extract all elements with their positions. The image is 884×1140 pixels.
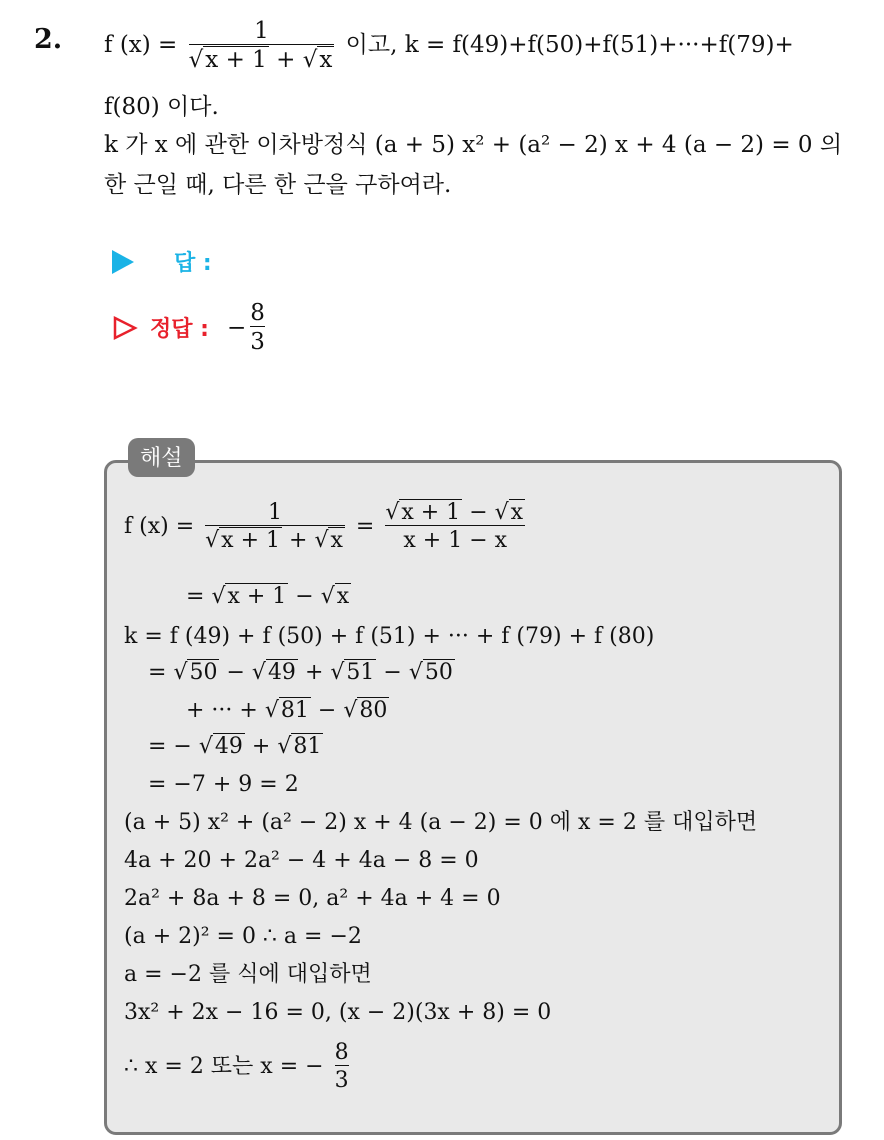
solution-box [104,460,842,1135]
correct-answer-label: 정답 : [150,317,209,343]
solution-fraction-1: $\frac{1}{√x + 1 + √x}$ [205,500,343,554]
problem-lhs: f (x) = [104,31,178,58]
sqrt: √80 [343,698,388,723]
answer-label: 답 : [174,251,212,276]
problem-frac-num: 1 [254,18,269,44]
sqrt: √50 [173,660,218,685]
sqrt: √x [314,528,343,554]
solution-line-14: ∴ x = 2 또는 x = − $\frac{8}{3}$ [124,1040,349,1094]
answer-row [112,246,212,277]
problem-line-1-rest: 이고, k = f(49)+f(50)+f(51)+···+f(79)+ [345,31,794,58]
solution-line-9: 4a + 20 + 2a² − 4 + 4a − 8 = 0 [124,848,479,873]
solution-fraction-2: $\frac{√x + 1 - √x}{x + 1 - x}$ [385,500,524,554]
solution-line-6: = − √49 + √81 [148,734,322,759]
sqrt: √x [494,500,524,525]
solution-line-2: = √x + 1 − √x [186,584,350,609]
sqrt: √49 [251,660,296,685]
sqrt: √x + 1 [211,584,287,609]
problem-frac-den: √x + 1 + √x [189,44,335,73]
solution-line-11: (a + 2)² = 0 ∴ a = −2 [124,924,362,949]
sqrt: √51 [330,660,375,685]
problem-number: 2. [34,24,63,55]
sqrt: √x [302,47,333,74]
problem-line-2: f(80) 이다. [104,94,219,120]
sqrt: √50 [408,660,453,685]
correct-answer-value: − $\frac{8}{3}$ [226,300,265,356]
sqrt: √x [320,584,350,609]
play-outline-icon [112,315,138,341]
solution-line-10: 2a² + 8a + 8 = 0, a² + 4a + 4 = 0 [124,886,501,911]
solution-line-13: 3x² + 2x − 16 = 0, (x − 2)(3x + 8) = 0 [124,1000,552,1025]
problem-fraction [189,18,335,74]
problem-line-1 [104,18,794,74]
problem-line-3: k 가 x 에 관한 이차방정식 (a + 5) x² + (a² − 2) x + 4 (a − 2) = 0 의 [104,132,843,158]
play-icon [112,250,134,274]
correct-answer-row [112,300,269,356]
sqrt: √81 [277,734,322,759]
sqrt: √x + 1 [385,500,461,525]
solution-line-12: a = −2 를 식에 대입하면 [124,962,372,987]
sqrt: √x + 1 [205,528,280,554]
problem-line-4: 한 근일 때, 다른 한 근을 구하여라. [104,172,452,198]
solution-line-1: f (x) = $\frac{1}{√x + 1 + √x}$ = $\frac{√x + 1 - √x}{x + 1 - x}$ [124,500,524,554]
correct-answer-fraction: $\frac{8}{3}$ [250,300,265,356]
solution-line-4: = √50 − √49 + √51 − √50 [148,660,453,685]
solution-line-7: = −7 + 9 = 2 [148,772,299,797]
solution-tag: 해설 [128,438,195,477]
solution-line-3: k = f (49) + f (50) + f (51) + ··· + f (79) + f (80) [124,624,655,649]
solution-final-fraction: $\frac{8}{3}$ [334,1040,349,1094]
solution-line-8: (a + 5) x² + (a² − 2) x + 4 (a − 2) = 0 에 x = 2 를 대입하면 [124,810,758,835]
sqrt: √x + 1 [188,47,267,74]
sqrt: √81 [264,698,309,723]
solution-line-5: + ··· + √81 − √80 [186,698,388,723]
sqrt: √49 [198,734,243,759]
